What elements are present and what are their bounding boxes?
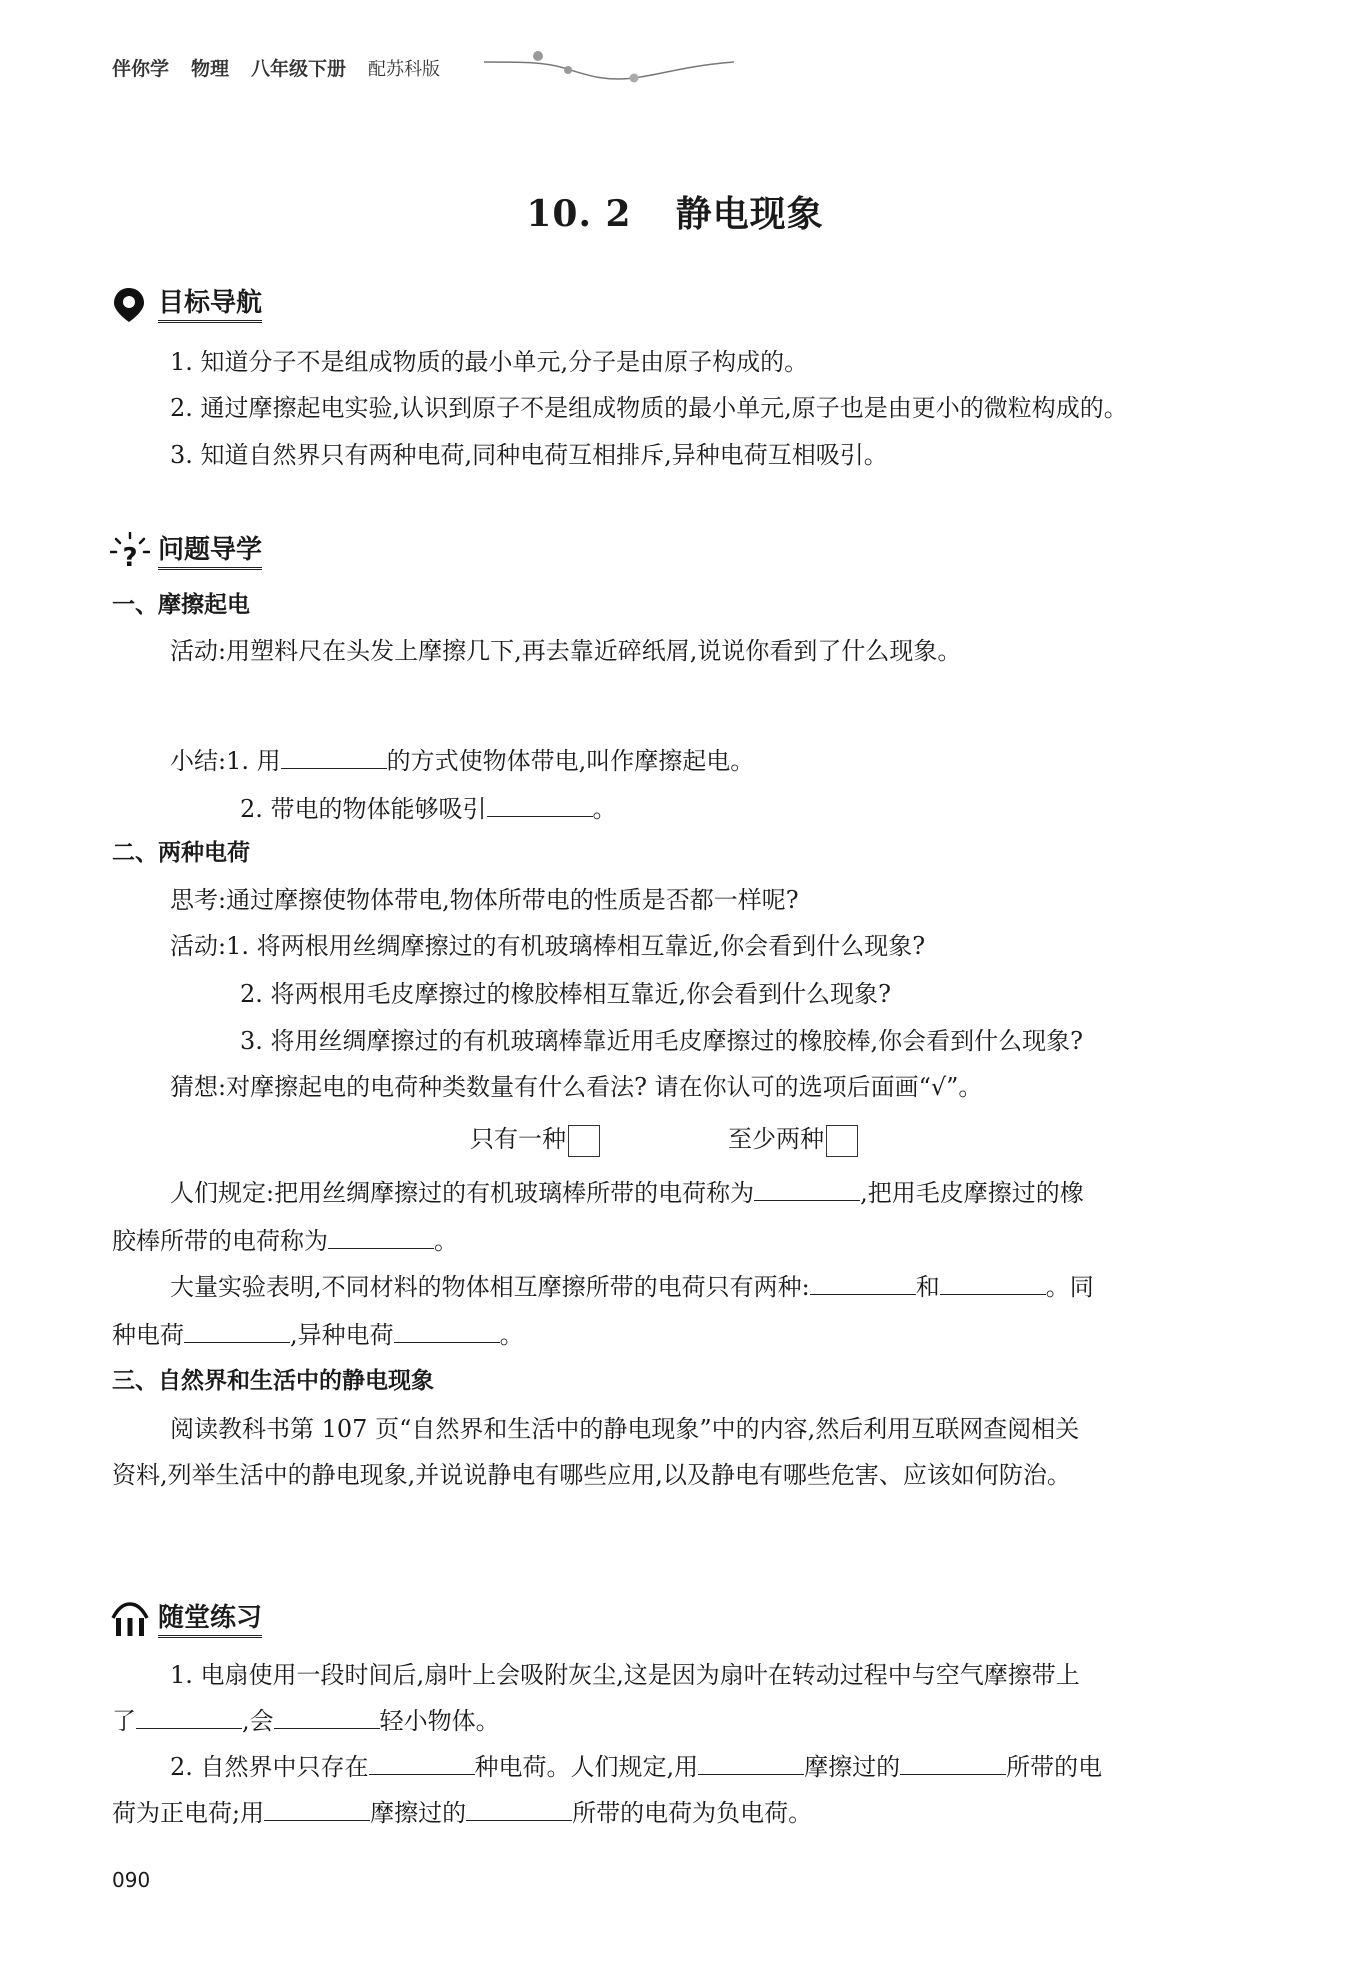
option-one-kind-label: 只有一种 bbox=[470, 1125, 566, 1153]
goal-item-3: 3. 知道自然界只有两种电荷,同种电荷互相排斥,异种电荷互相吸引。 bbox=[170, 441, 888, 469]
answer-blank[interactable] bbox=[264, 1798, 370, 1821]
rule-text-d: 。 bbox=[434, 1227, 458, 1255]
part2-activity-3: 3. 将用丝绸摩擦过的有机玻璃棒靠近用毛皮摩擦过的橡胶棒,你会看到什么现象? bbox=[240, 1027, 1084, 1055]
guide-heading-text: 问题导学 bbox=[158, 535, 262, 570]
answer-blank[interactable] bbox=[184, 1320, 290, 1343]
option-two-kinds bbox=[728, 1124, 858, 1157]
running-header bbox=[112, 54, 462, 81]
option-two-kinds-checkbox[interactable] bbox=[826, 1125, 858, 1157]
answer-blank[interactable] bbox=[810, 1272, 916, 1295]
header-grade: 八年级下册 bbox=[251, 58, 347, 80]
practice-q2-line2 bbox=[112, 1798, 812, 1828]
summary1-text-a: 小结:1. 用 bbox=[170, 747, 281, 775]
part2-think: 思考:通过摩擦使物体带电,物体所带电的性质是否都一样呢? bbox=[170, 886, 799, 914]
summary2-text-a: 2. 带电的物体能够吸引 bbox=[240, 795, 487, 823]
answer-blank[interactable] bbox=[900, 1752, 1006, 1775]
rule-text-a: 人们规定:把用丝绸摩擦过的有机玻璃棒所带的电荷称为 bbox=[170, 1179, 755, 1207]
practice-q1-line2 bbox=[112, 1706, 500, 1736]
part3-line1: 阅读教科书第 107 页“自然界和生活中的静电现象”中的内容,然后利用互联网查阅相关 bbox=[170, 1415, 1080, 1443]
answer-blank[interactable] bbox=[466, 1798, 572, 1821]
classroom-building-icon bbox=[110, 1602, 150, 1638]
page-number: 090 bbox=[112, 1868, 151, 1892]
part2-experiment-line2 bbox=[112, 1320, 524, 1350]
practice-q1-line1: 1. 电扇使用一段时间后,扇叶上会吸附灰尘,这是因为扇叶在转动过程中与空气摩擦带上 bbox=[170, 1661, 1080, 1689]
q2-text-g: 所带的电荷为负电荷。 bbox=[572, 1799, 813, 1827]
summary2-text-b: 。 bbox=[592, 795, 617, 823]
practice-heading bbox=[110, 1602, 262, 1638]
part3-title: 三、自然界和生活中的静电现象 bbox=[112, 1368, 434, 1394]
answer-blank[interactable] bbox=[369, 1752, 475, 1775]
practice-q2-line1 bbox=[170, 1752, 1102, 1782]
q2-text-c: 摩擦过的 bbox=[804, 1753, 901, 1781]
goal-item-1: 1. 知道分子不是组成物质的最小单元,分子是由原子构成的。 bbox=[170, 348, 809, 376]
q2-text-e: 荷为正电荷;用 bbox=[112, 1799, 265, 1827]
exp-text-f: 。 bbox=[499, 1321, 524, 1349]
option-two-kinds-label: 至少两种 bbox=[728, 1125, 824, 1153]
part2-activity-1: 活动:1. 将两根用丝绸摩擦过的有机玻璃棒相互靠近,你会看到什么现象? bbox=[170, 932, 926, 960]
part2-rule-line2 bbox=[112, 1226, 458, 1256]
q2-text-a: 2. 自然界中只存在 bbox=[170, 1753, 369, 1781]
answer-blank[interactable] bbox=[698, 1752, 804, 1775]
page-title bbox=[0, 186, 1350, 237]
option-one-kind bbox=[470, 1124, 600, 1157]
answer-blank[interactable] bbox=[274, 1706, 380, 1729]
part1-activity: 活动:用塑料尺在头发上摩擦几下,再去靠近碎纸屑,说说你看到了什么现象。 bbox=[170, 637, 962, 665]
summary1-text-b: 的方式使物体带电,叫作摩擦起电。 bbox=[386, 747, 755, 775]
header-book: 伴你学 bbox=[112, 58, 170, 80]
answer-blank[interactable] bbox=[328, 1226, 434, 1249]
exp-text-d: 种电荷 bbox=[112, 1321, 184, 1349]
answer-blank[interactable] bbox=[487, 794, 593, 817]
answer-blank[interactable] bbox=[394, 1320, 500, 1343]
part1-title: 一、摩擦起电 bbox=[112, 592, 250, 618]
part3-line2: 资料,列举生活中的静电现象,并说说静电有哪些应用,以及静电有哪些危害、应该如何防治。 bbox=[112, 1461, 1071, 1489]
practice-heading-text: 随堂练习 bbox=[158, 1603, 262, 1638]
answer-blank[interactable] bbox=[281, 746, 387, 769]
guide-heading bbox=[110, 532, 262, 572]
header-subject: 物理 bbox=[191, 58, 230, 80]
q1-text-d: 轻小物体。 bbox=[379, 1707, 500, 1735]
q2-text-d: 所带的电 bbox=[1006, 1753, 1103, 1781]
part2-title: 二、两种电荷 bbox=[112, 840, 250, 866]
part1-summary-1 bbox=[170, 746, 754, 776]
part1-summary-2 bbox=[240, 794, 617, 824]
rule-text-b: ,把用毛皮摩擦过的橡 bbox=[860, 1179, 1084, 1207]
exp-text-b: 和 bbox=[915, 1273, 940, 1301]
q1-text-b: 了 bbox=[112, 1707, 136, 1735]
part2-rule-line1 bbox=[170, 1178, 1084, 1208]
part2-guess: 猜想:对摩擦起电的电荷种类数量有什么看法? 请在你认可的选项后面画“√”。 bbox=[170, 1073, 983, 1101]
header-edition: 配苏科版 bbox=[368, 59, 441, 80]
part2-experiment-line1 bbox=[170, 1272, 1094, 1302]
q2-text-f: 摩擦过的 bbox=[370, 1799, 467, 1827]
q1-text-c: ,会 bbox=[242, 1707, 274, 1735]
title-text: 静电现象 bbox=[675, 193, 824, 235]
title-number: 10. 2 bbox=[526, 193, 632, 235]
part2-activity-2: 2. 将两根用毛皮摩擦过的橡胶棒相互靠近,你会看到什么现象? bbox=[240, 980, 892, 1008]
map-pin-icon bbox=[112, 286, 146, 324]
question-bulb-icon bbox=[110, 532, 150, 572]
header-wave-decoration-icon bbox=[484, 44, 744, 94]
goals-heading-text: 目标导航 bbox=[158, 288, 262, 323]
goals-heading bbox=[112, 286, 262, 324]
goal-item-2: 2. 通过摩擦起电实验,认识到原子不是组成物质的最小单元,原子也是由更小的微粒构成的。 bbox=[170, 394, 1128, 422]
answer-blank[interactable] bbox=[136, 1706, 242, 1729]
exp-text-a: 大量实验表明,不同材料的物体相互摩擦所带的电荷只有两种: bbox=[170, 1273, 810, 1301]
svg-text:?: ? bbox=[122, 543, 138, 572]
option-one-kind-checkbox[interactable] bbox=[568, 1125, 600, 1157]
answer-blank[interactable] bbox=[754, 1178, 860, 1201]
rule-text-c: 胶棒所带的电荷称为 bbox=[112, 1227, 328, 1255]
q2-text-b: 种电荷。人们规定,用 bbox=[474, 1753, 699, 1781]
exp-text-c: 。同 bbox=[1045, 1273, 1094, 1301]
exp-text-e: ,异种电荷 bbox=[290, 1321, 394, 1349]
answer-blank[interactable] bbox=[940, 1272, 1046, 1295]
